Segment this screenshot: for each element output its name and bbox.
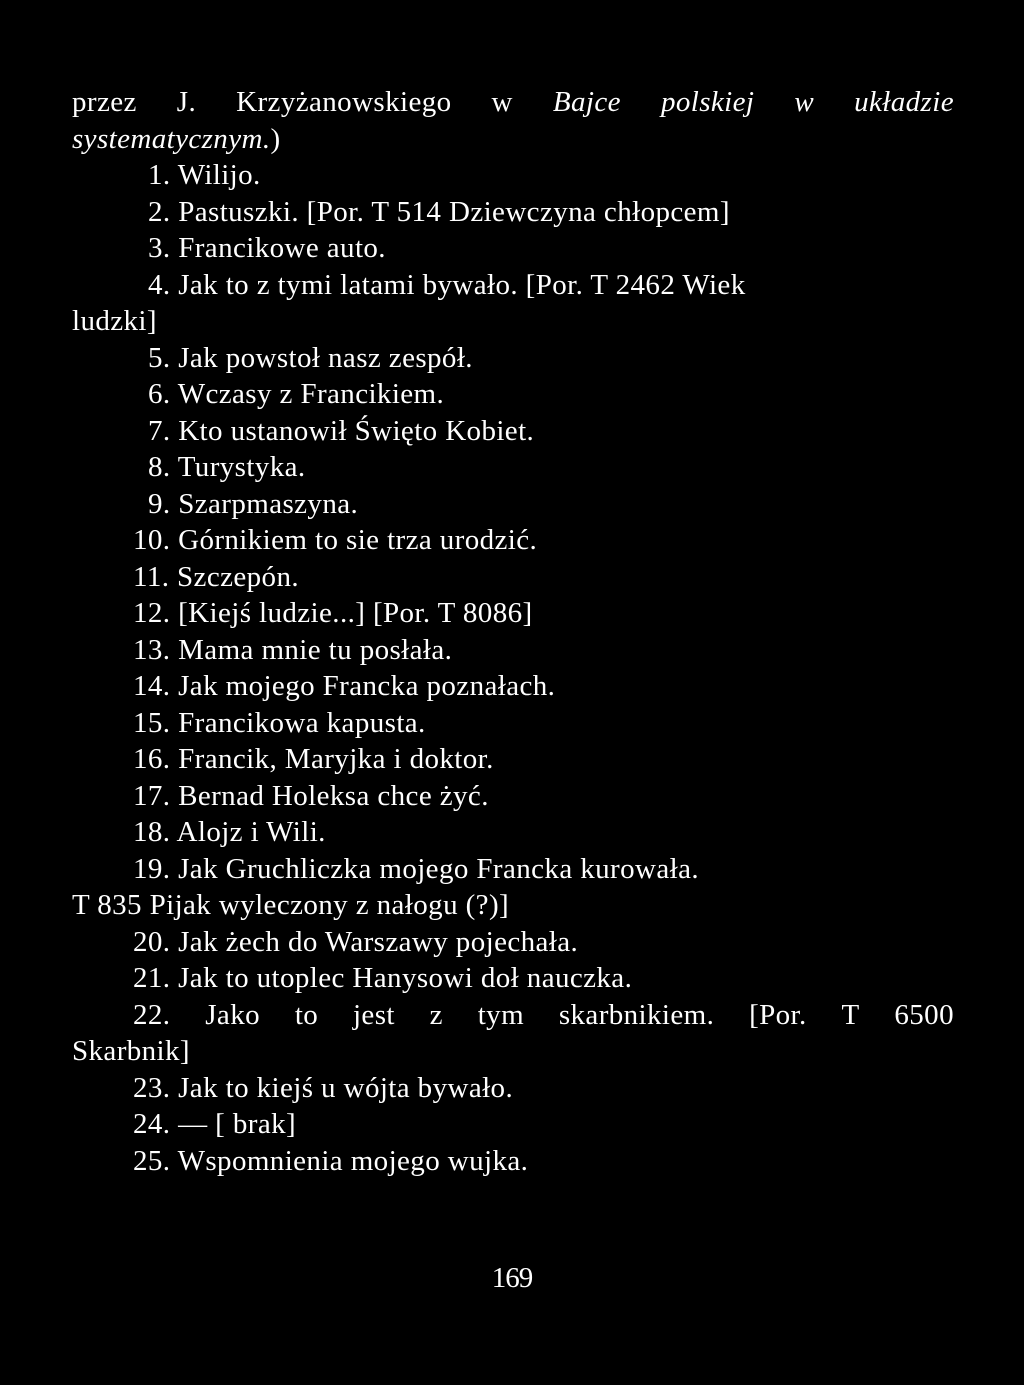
item-title: Francikowe auto.: [178, 232, 386, 264]
item-title-word: [Por.: [749, 998, 807, 1031]
list-item: [72, 413, 954, 450]
item-title: Jak to z tymi latami bywało. [Por. T 2462 Wiek: [178, 268, 746, 301]
intro-line-2: [72, 121, 954, 158]
item-number: 20.: [133, 925, 171, 958]
item-number: 15.: [133, 706, 171, 739]
intro-book-title-end: systematycznym.: [72, 122, 271, 155]
list-item: [72, 522, 954, 559]
item-number: 25.: [133, 1144, 171, 1177]
list-item: [72, 960, 954, 997]
item-number: 8.: [148, 451, 171, 483]
item-title-word: to: [294, 998, 319, 1031]
item-title: Wilijo.: [177, 159, 261, 191]
list-item: [72, 340, 954, 377]
list-item: [72, 1106, 954, 1143]
item-title: Alojz i Wili.: [176, 816, 326, 848]
intro-word: J.: [176, 86, 197, 118]
list-item: [72, 997, 954, 1034]
list-item: [72, 778, 954, 815]
list-item: [72, 449, 954, 486]
list-item: [72, 924, 954, 961]
list-item: [72, 486, 954, 523]
list-item: [72, 705, 954, 742]
item-title: Jak to utoplec Hanysowi doł nauczka.: [178, 962, 633, 994]
intro-book-title-word: w: [794, 86, 815, 118]
list-item: [72, 814, 954, 851]
list-item: [72, 632, 954, 669]
item-title: Wspomnienia mojego wujka.: [177, 1144, 529, 1177]
item-number: 22.: [133, 998, 171, 1031]
item-continuation-text: T 835 Pijak wyleczony z nałogu (?)]: [72, 889, 510, 921]
list-item: [72, 668, 954, 705]
item-title: Górnikiem to sie trza urodzić.: [178, 524, 538, 556]
item-title-word: Jako: [205, 998, 261, 1031]
list-item-continuation: [72, 1033, 954, 1070]
item-title: Szczepón.: [177, 560, 299, 593]
item-number: 5.: [148, 341, 171, 374]
intro-paren: ): [270, 122, 281, 155]
item-number: 21.: [133, 962, 171, 994]
list-item: [72, 1143, 954, 1180]
item-number: 4.: [148, 268, 171, 301]
item-number: 24.: [133, 1108, 171, 1140]
item-title: Turystyka.: [177, 451, 306, 483]
item-title: Jak to kiejś u wójta bywało.: [178, 1071, 514, 1104]
item-number: 13.: [133, 633, 171, 666]
document-page: [72, 84, 954, 1179]
item-number: 7.: [148, 414, 171, 447]
item-number: 2.: [148, 195, 171, 228]
item-title: Francikowa kapusta.: [178, 706, 426, 739]
item-number: 6.: [148, 378, 171, 410]
list-item: [72, 595, 954, 632]
intro-book-title-word: Bajce: [552, 86, 621, 118]
item-number: 17.: [133, 779, 171, 812]
item-number: 9.: [148, 487, 171, 520]
item-title-word: T: [841, 998, 860, 1031]
item-title-word: tym: [477, 998, 525, 1031]
intro-line-1: [72, 84, 954, 121]
item-title-word: 6500: [894, 998, 954, 1031]
item-number: 11.: [133, 560, 170, 593]
list-item: [72, 267, 954, 304]
list-item: [72, 376, 954, 413]
list-item: [72, 741, 954, 778]
item-number: 18.: [133, 816, 171, 848]
item-number: 14.: [133, 670, 171, 702]
list-item: [72, 194, 954, 231]
item-title: Jak żech do Warszawy pojechała.: [178, 925, 579, 958]
item-title: Jak mojego Francka poznałach.: [178, 670, 556, 702]
list-item-continuation: [72, 303, 954, 340]
item-number: 19.: [133, 852, 171, 885]
item-title-word: jest: [352, 998, 395, 1031]
item-title: Jak powstoł nasz zespół.: [178, 341, 473, 374]
item-title: Jak Gruchliczka mojego Francka kurowała.: [178, 852, 700, 885]
item-number: 3.: [148, 232, 171, 264]
list-item: [72, 851, 954, 888]
intro-word: w: [491, 86, 513, 118]
intro-word: Krzyżanowskiego: [236, 86, 452, 118]
list-item: [72, 559, 954, 596]
item-title: Szarpmaszyna.: [178, 487, 359, 520]
page-number: 169: [491, 1262, 533, 1294]
item-title: [Kiejś ludzie...] [Por. T 8086]: [178, 597, 533, 629]
item-number: 1.: [148, 159, 171, 191]
item-continuation-text: ludzki]: [72, 305, 157, 337]
list-item: [72, 157, 954, 194]
intro-book-title-word: polskiej: [660, 86, 755, 118]
item-title: Mama mnie tu posłała.: [178, 633, 453, 666]
intro-word: przez: [72, 86, 137, 118]
item-number: 23.: [133, 1071, 171, 1104]
item-title-word: z: [429, 998, 443, 1031]
item-number: 16.: [133, 743, 171, 775]
item-title: Wczasy z Francikiem.: [177, 378, 445, 410]
item-number: 12.: [133, 597, 171, 629]
item-number: 10.: [133, 524, 171, 556]
item-title: Kto ustanowił Święto Kobiet.: [178, 414, 535, 447]
item-title: — [ brak]: [178, 1108, 297, 1140]
item-title-word: skarbnikiem.: [558, 998, 715, 1031]
item-title: Bernad Holeksa chce żyć.: [178, 779, 489, 812]
item-continuation-text: Skarbnik]: [72, 1035, 190, 1067]
item-title: Francik, Maryjka i doktor.: [178, 743, 494, 775]
intro-book-title-word: układzie: [854, 86, 954, 118]
list-item: [72, 230, 954, 267]
item-title: Pastuszki. [Por. T 514 Dziewczyna chłopcem]: [178, 195, 730, 228]
list-item: [72, 1070, 954, 1107]
list-item-continuation: [72, 887, 954, 924]
